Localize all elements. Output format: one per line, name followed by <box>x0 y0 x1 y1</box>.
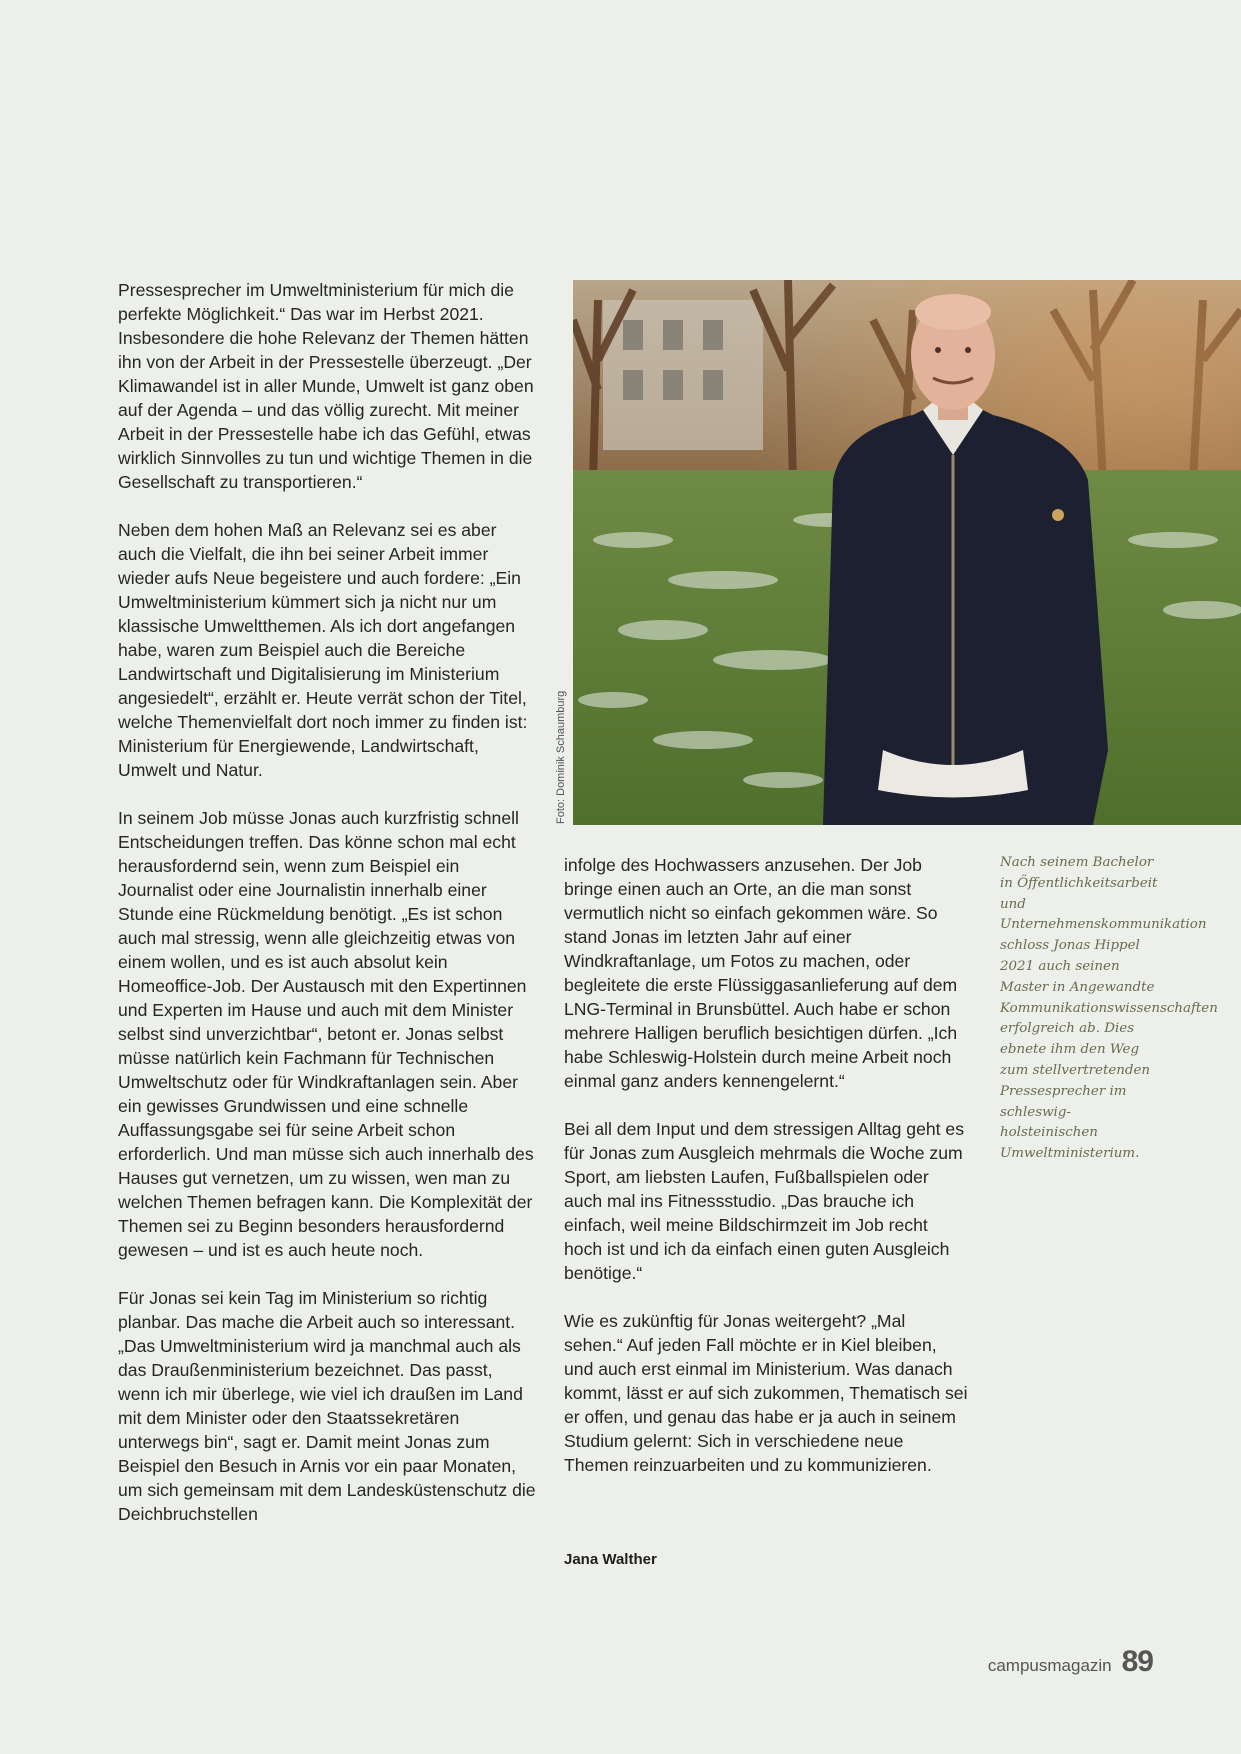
portrait-photo-image <box>573 280 1241 825</box>
paragraph: Neben dem hohen Maß an Relevanz sei es aber auch die Vielfalt, die ihn bei seiner Arbeit immer wieder aufs Neue begeistere und auch fordere: „Ein Umweltministerium kümmert sich ja nicht nur um klassische Umweltthemen. Als ich dort angefangen habe, waren zum Beispiel auch die Bereiche Landwirtschaft und Digitalisierung im Ministerium angesiedelt“, erzählt er. Heute verrät schon der Titel, welche Themenvielfalt dort noch immer zu finden ist: Ministerium für Energiewende, Landwirtschaft, Umwelt und Natur. <box>118 520 528 780</box>
magazine-name: campusmagazin <box>987 1656 1112 1675</box>
photo-caption: Nach seinem Bachelor in Öffentlichkeitsarbeit und Unternehmenskommunikation schloss Jonas Hippel 2021 auch seinen Master in Angewandte Kommunikationswissenschaften erfolgreich ab. Dies ebnete ihm den Weg zum stellvertretenden Pressesprecher im schleswig-holsteinischen Umweltministerium. <box>1000 855 1218 1162</box>
page-number: 89 <box>1121 1645 1153 1678</box>
paragraph: Für Jonas sei kein Tag im Ministerium so richtig planbar. Das mache die Arbeit auch so interessant. „Das Umweltministerium wird ja manchmal auch als das Draußenministerium bezeichnet. Das passt, wenn ich mir überlege, wie viel ich draußen im Land mit dem Minister oder den Staatssekretären unterwegs bin“, sagt er. Damit meint Jonas zum Beispiel den Besuch in Arnis vor ein paar Monaten, um sich gemeinsam mit dem Landesküstenschutz die Deichbruchstellen <box>118 1288 536 1524</box>
photo-credit: Foto: Dominik Schaumburg <box>555 690 567 824</box>
article-column-left <box>118 278 538 1550</box>
paragraph: Bei all dem Input und dem stressigen Alltag geht es für Jonas zum Ausgleich mehrmals die Woche zum Sport, am liebsten Laufen, Fußballspielen oder auch mal ins Fitnessstudio. „Das brauche ich einfach, weil meine Bildschirmzeit im Job recht hoch ist und ich da einfach einen guten Ausgleich benötige.“ <box>564 1119 965 1283</box>
paragraph: In seinem Job müsse Jonas auch kurzfristig schnell Entscheidungen treffen. Das könne schon mal echt herausfordernd sein, wenn zum Beispiel ein Journalist oder eine Journalistin innerhalb einer Stunde eine Rückmeldung benötigt. „Es ist schon auch mal stressig, wenn alle gleichzeitig etwas von einem wollen, und es ist auch absolut kein Homeoffice-Job. Der Austausch mit den Expertinnen und Experten im Hause und auch mit dem Minister selbst sind unverzichtbar“, betont er. Jonas selbst müsse natürlich kein Fachmann für Technischen Umweltschutz oder für Windkraftanlagen sein. Aber ein gewisses Grundwissen und eine schnelle Auffassungsgabe sei für seine Arbeit schon erforderlich. Und man müsse sich auch innerhalb des Hauses gut vernetzen, um zu wissen, wen man zu welchen Themen befragen kann. Die Komplexität der Themen sei zu Beginn besonders herausfordernd gewesen – und ist es auch heute noch. <box>118 808 534 1260</box>
page-footer <box>988 1645 1153 1679</box>
portrait-photo <box>573 280 1241 825</box>
paragraph: infolge des Hochwassers anzusehen. Der Job bringe einen auch an Orte, an die man sonst vermutlich nicht so einfach gekommen wäre. So stand Jonas im letzten Jahr auf einer Windkraftanlage, um Fotos zu machen, oder begleitete die erste Flüssiggasanlieferung auf dem LNG-Terminal in Brunsbüttel. Auch habe er schon mehrere Halligen beruflich besichtigen dürfen. „Ich habe Schleswig-Holstein durch meine Arbeit noch einmal ganz anders kennengelernt.“ <box>564 855 958 1091</box>
paragraph: Wie es zukünftig für Jonas weitergeht? „Mal sehen.“ Auf jeden Fall möchte er in Kiel bleiben, und auch erst einmal im Ministerium. Was danach kommt, lässt er auf sich zukommen, Thematisch sei er offen, und genau das habe er ja auch in seinem Studium gelernt: Sich in verschiedene neue Themen reinzuarbeiten und zu kommunizieren. <box>564 1311 968 1475</box>
paragraph: Pressesprecher im Umweltministerium für mich die perfekte Möglichkeit.“ Das war im Herbst 2021. Insbesondere die hohe Relevanz der Themen hätten ihn von der Arbeit in der Pressestelle überzeugt. „Der Klimawandel ist in aller Munde, Umwelt ist ganz oben auf der Agenda – und das völlig zurecht. Mit meiner Arbeit in der Pressestelle habe ich das Gefühl, etwas wirklich Sinnvolles zu tun und wichtige Themen in die Gesellschaft zu transportieren.“ <box>118 280 534 492</box>
author-name: Jana Walther <box>564 1551 657 1568</box>
article-column-middle <box>564 853 968 1501</box>
